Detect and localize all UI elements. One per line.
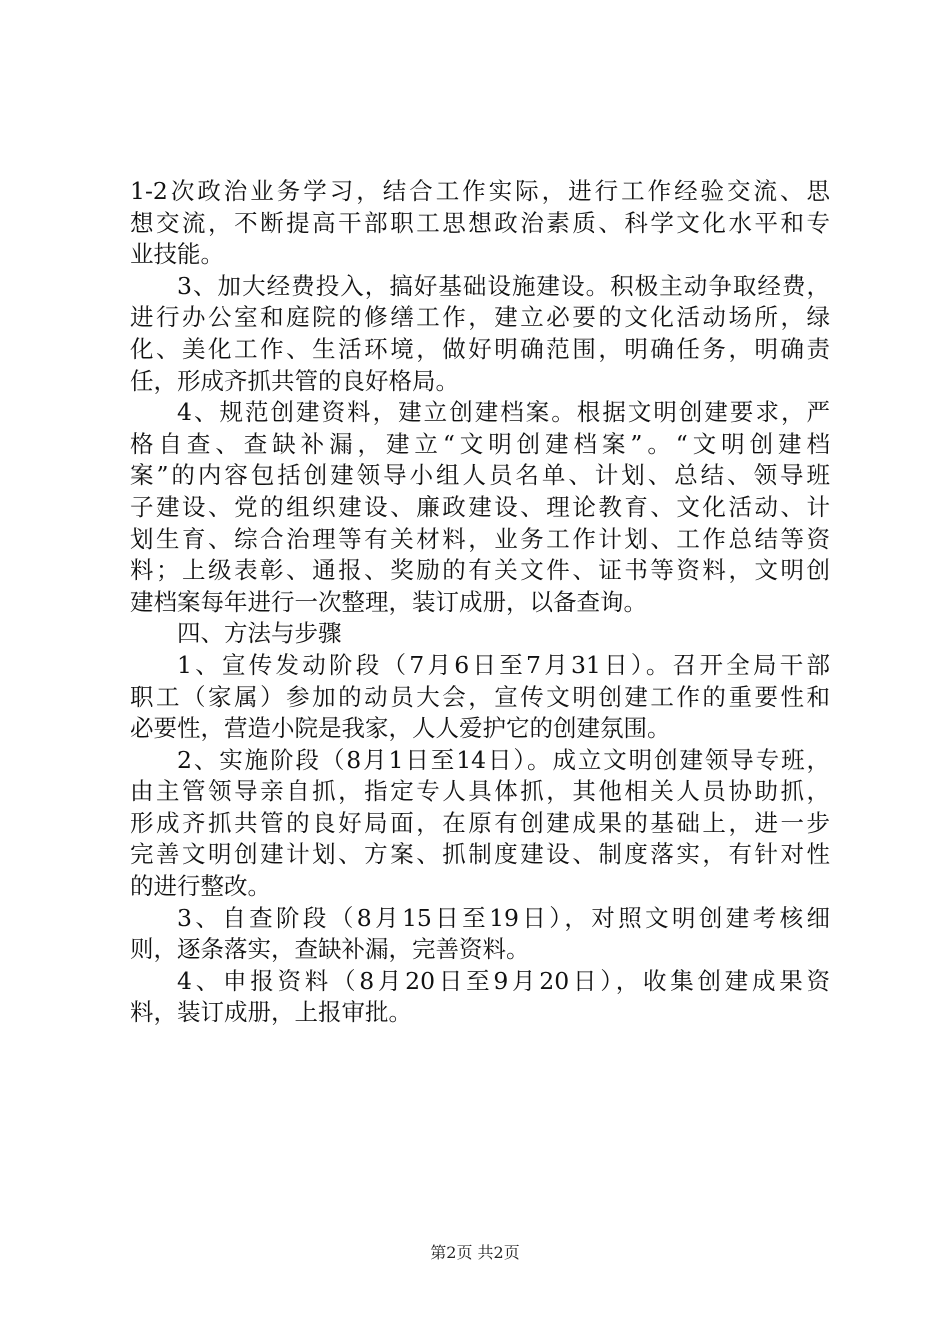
paragraph-first-line: 4、申报资料（8月20日至9月20日），收集创建成果资 [177,966,830,995]
text-line: 想交流，不断提高干部职工思想政治素质、科学文化水平和专 [130,208,830,237]
text-line: 子建设、党的组织建设、廉政建设、理论教育、文化活动、计 [130,492,830,521]
text-line: 必要性，营造小院是我家，人人爱护它的创建氛围。 [130,714,671,743]
text-line: 形成齐抓共管的良好局面，在原有创建成果的基础上，进一步 [130,808,830,837]
paragraph-first-line: 4、规范创建资料，建立创建档案。根据文明创建要求，严 [177,398,830,427]
text-line: 由主管领导亲自抓，指定专人具体抓，其他相关人员协助抓， [130,777,830,806]
text-line: 业技能。 [130,240,224,269]
text-line: 料，装订成册，上报审批。 [130,998,412,1027]
document-body [130,176,830,1029]
text-line: 料；上级表彰、通报、奖励的有关文件、证书等资料，文明创 [130,556,830,585]
paragraph-first-line: 3、自查阶段（8月15日至19日），对照文明创建考核细 [177,903,830,932]
text-line: 化、美化工作、生活环境，做好明确范围，明确任务，明确责 [130,334,830,363]
paragraph-first-line: 1、宣传发动阶段（7月6日至7月31日）。召开全局干部 [177,650,830,679]
text-line: 格自查、查缺补漏，建立“文明创建档案”。“文明创建档 [130,429,830,458]
text-line: 划生育、综合治理等有关材料，业务工作计划、工作总结等资 [130,524,830,553]
paragraph-first-line: 四、方法与步骤 [177,619,342,648]
text-line: 进行办公室和庭院的修缮工作，建立必要的文化活动场所，绿 [130,303,830,332]
paragraph-first-line: 2、实施阶段（8月1日至14日）。成立文明创建领导专班， [177,745,830,774]
text-line: 完善文明创建计划、方案、抓制度建设、制度落实，有针对性 [130,840,830,869]
text-line: 1-2次政治业务学习，结合工作实际，进行工作经验交流、思 [130,177,830,205]
paragraph-first-line: 3、加大经费投入，搞好基础设施建设。积极主动争取经费， [177,271,830,300]
text-line: 案”的内容包括创建领导小组人员名单、计划、总结、领导班 [130,461,830,490]
text-line: 建档案每年进行一次整理，装订成册，以备查询。 [130,587,647,616]
text-line: 则，逐条落实，查缺补漏，完善资料。 [130,935,530,964]
page-footer: 第2页 共2页 [430,1243,520,1262]
text-line: 职工（家属）参加的动员大会，宣传文明创建工作的重要性和 [130,682,830,711]
text-line: 任，形成齐抓共管的良好格局。 [130,366,459,395]
text-line: 的进行整改。 [130,872,271,901]
